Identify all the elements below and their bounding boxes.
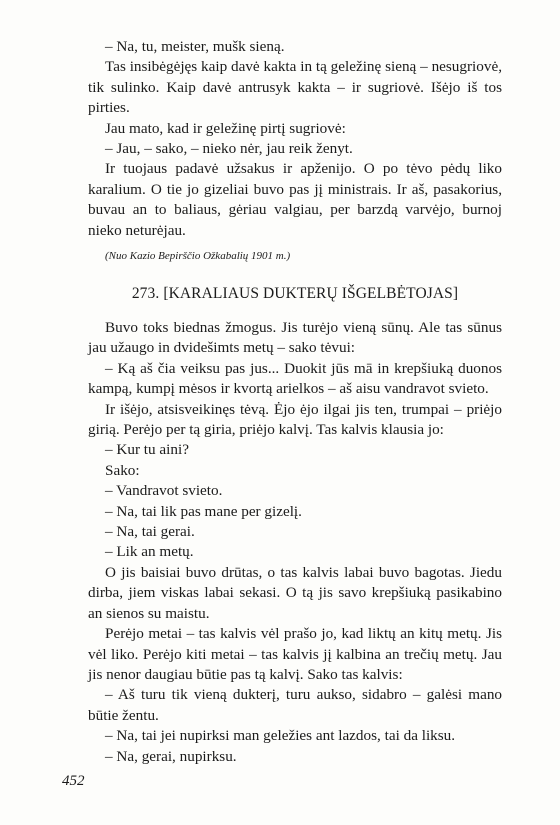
- paragraph: – Aš turu tik vieną dukterį, turu aukso, sidabro – galėsi mano būtie žentu.: [88, 686, 502, 724]
- paragraph: Ir tuojaus padavė užsakus ir apženijo. O po tėvo pėdų liko karalium. O tie jo gizeliai buvo pas jį ministrais. Ir aš, pasakorius, buvau an to baliaus, gėriau valgiau, per barzdą varvėjo, burnoj nieko neturėjau.: [88, 160, 502, 239]
- source-note: (Nuo Kazio Bepirščio Ožkabalių 1901 m.): [105, 250, 291, 263]
- paragraph: O jis baisiai buvo drūtas, o tas kalvis labai buvo bagotas. Jiedu dirba, jiem viskas labai sekasi. O tą jis savo krepšiuką pasikabino an sienos su maistu.: [88, 563, 502, 622]
- page-number: 452: [62, 773, 85, 789]
- paragraph: Tas insibėgėjęs kaip davė kakta in tą geležinę sieną – nesugriovė, tik sulinko. Kaip davė antrusyk kakta – ir sugriovė. Išėjo iš tos pirties.: [88, 58, 502, 117]
- paragraph: Ir išėjo, atsisveikinęs tėvą. Ėjo ėjo ilgai jis ten, trumpai – priėjo girią. Perėjo per tą giria, priėjo kalvį. Tas kalvis klausia jo:: [88, 400, 502, 439]
- paragraph: – Na, tai lik pas mane per gizelį.: [105, 502, 302, 520]
- top-text-block: [88, 37, 502, 266]
- paragraph: – Ką aš čia veiksu pas jus... Duokit jūs mā in krepšiuką duonos kampą, kumpį mėsos ir kvortą arielkos – aš aisu vandravot svieto.: [88, 359, 502, 398]
- paragraph: – Na, tu, meister, mušk sieną.: [105, 38, 285, 55]
- paragraph: – Kur tu aini?: [105, 441, 189, 459]
- paragraph: Sako:: [105, 461, 140, 479]
- paragraph: – Na, gerai, nupirksu.: [105, 747, 237, 765]
- paragraph: – Na, tai gerai.: [105, 523, 195, 541]
- paragraph: Perėjo metai – tas kalvis vėl prašo jo, kad liktų an kitų metų. Jis vėl liko. Perėjo kiti metai – tas kalvis jį kalbina an trečių metų. Jau jis nenor daugiau būtie pas tą kalvį. Sako tas kalvis:: [88, 625, 502, 683]
- paragraph: Jau mato, kad ir geležinę pirtį sugriovė:: [105, 119, 346, 137]
- paragraph: – Jau, – sako, – nieko nėr, jau reik ženyt.: [105, 140, 353, 158]
- paragraph: – Vandravot svieto.: [105, 482, 223, 500]
- paragraph: – Na, tai jei nupirksi man geležies ant lazdos, tai da liksu.: [105, 727, 456, 745]
- paragraph: – Lik an metų.: [105, 543, 194, 561]
- tale-heading: 273. [KARALIAUS DUKTERŲ IŠGELBĖTOJAS]: [131, 285, 459, 302]
- body-text-block: [88, 318, 502, 767]
- paragraph: Buvo toks biednas žmogus. Jis turėjo vieną sūnų. Ale tas sūnus jau užaugo in dvidešimts metų – sako tėvui:: [88, 319, 502, 357]
